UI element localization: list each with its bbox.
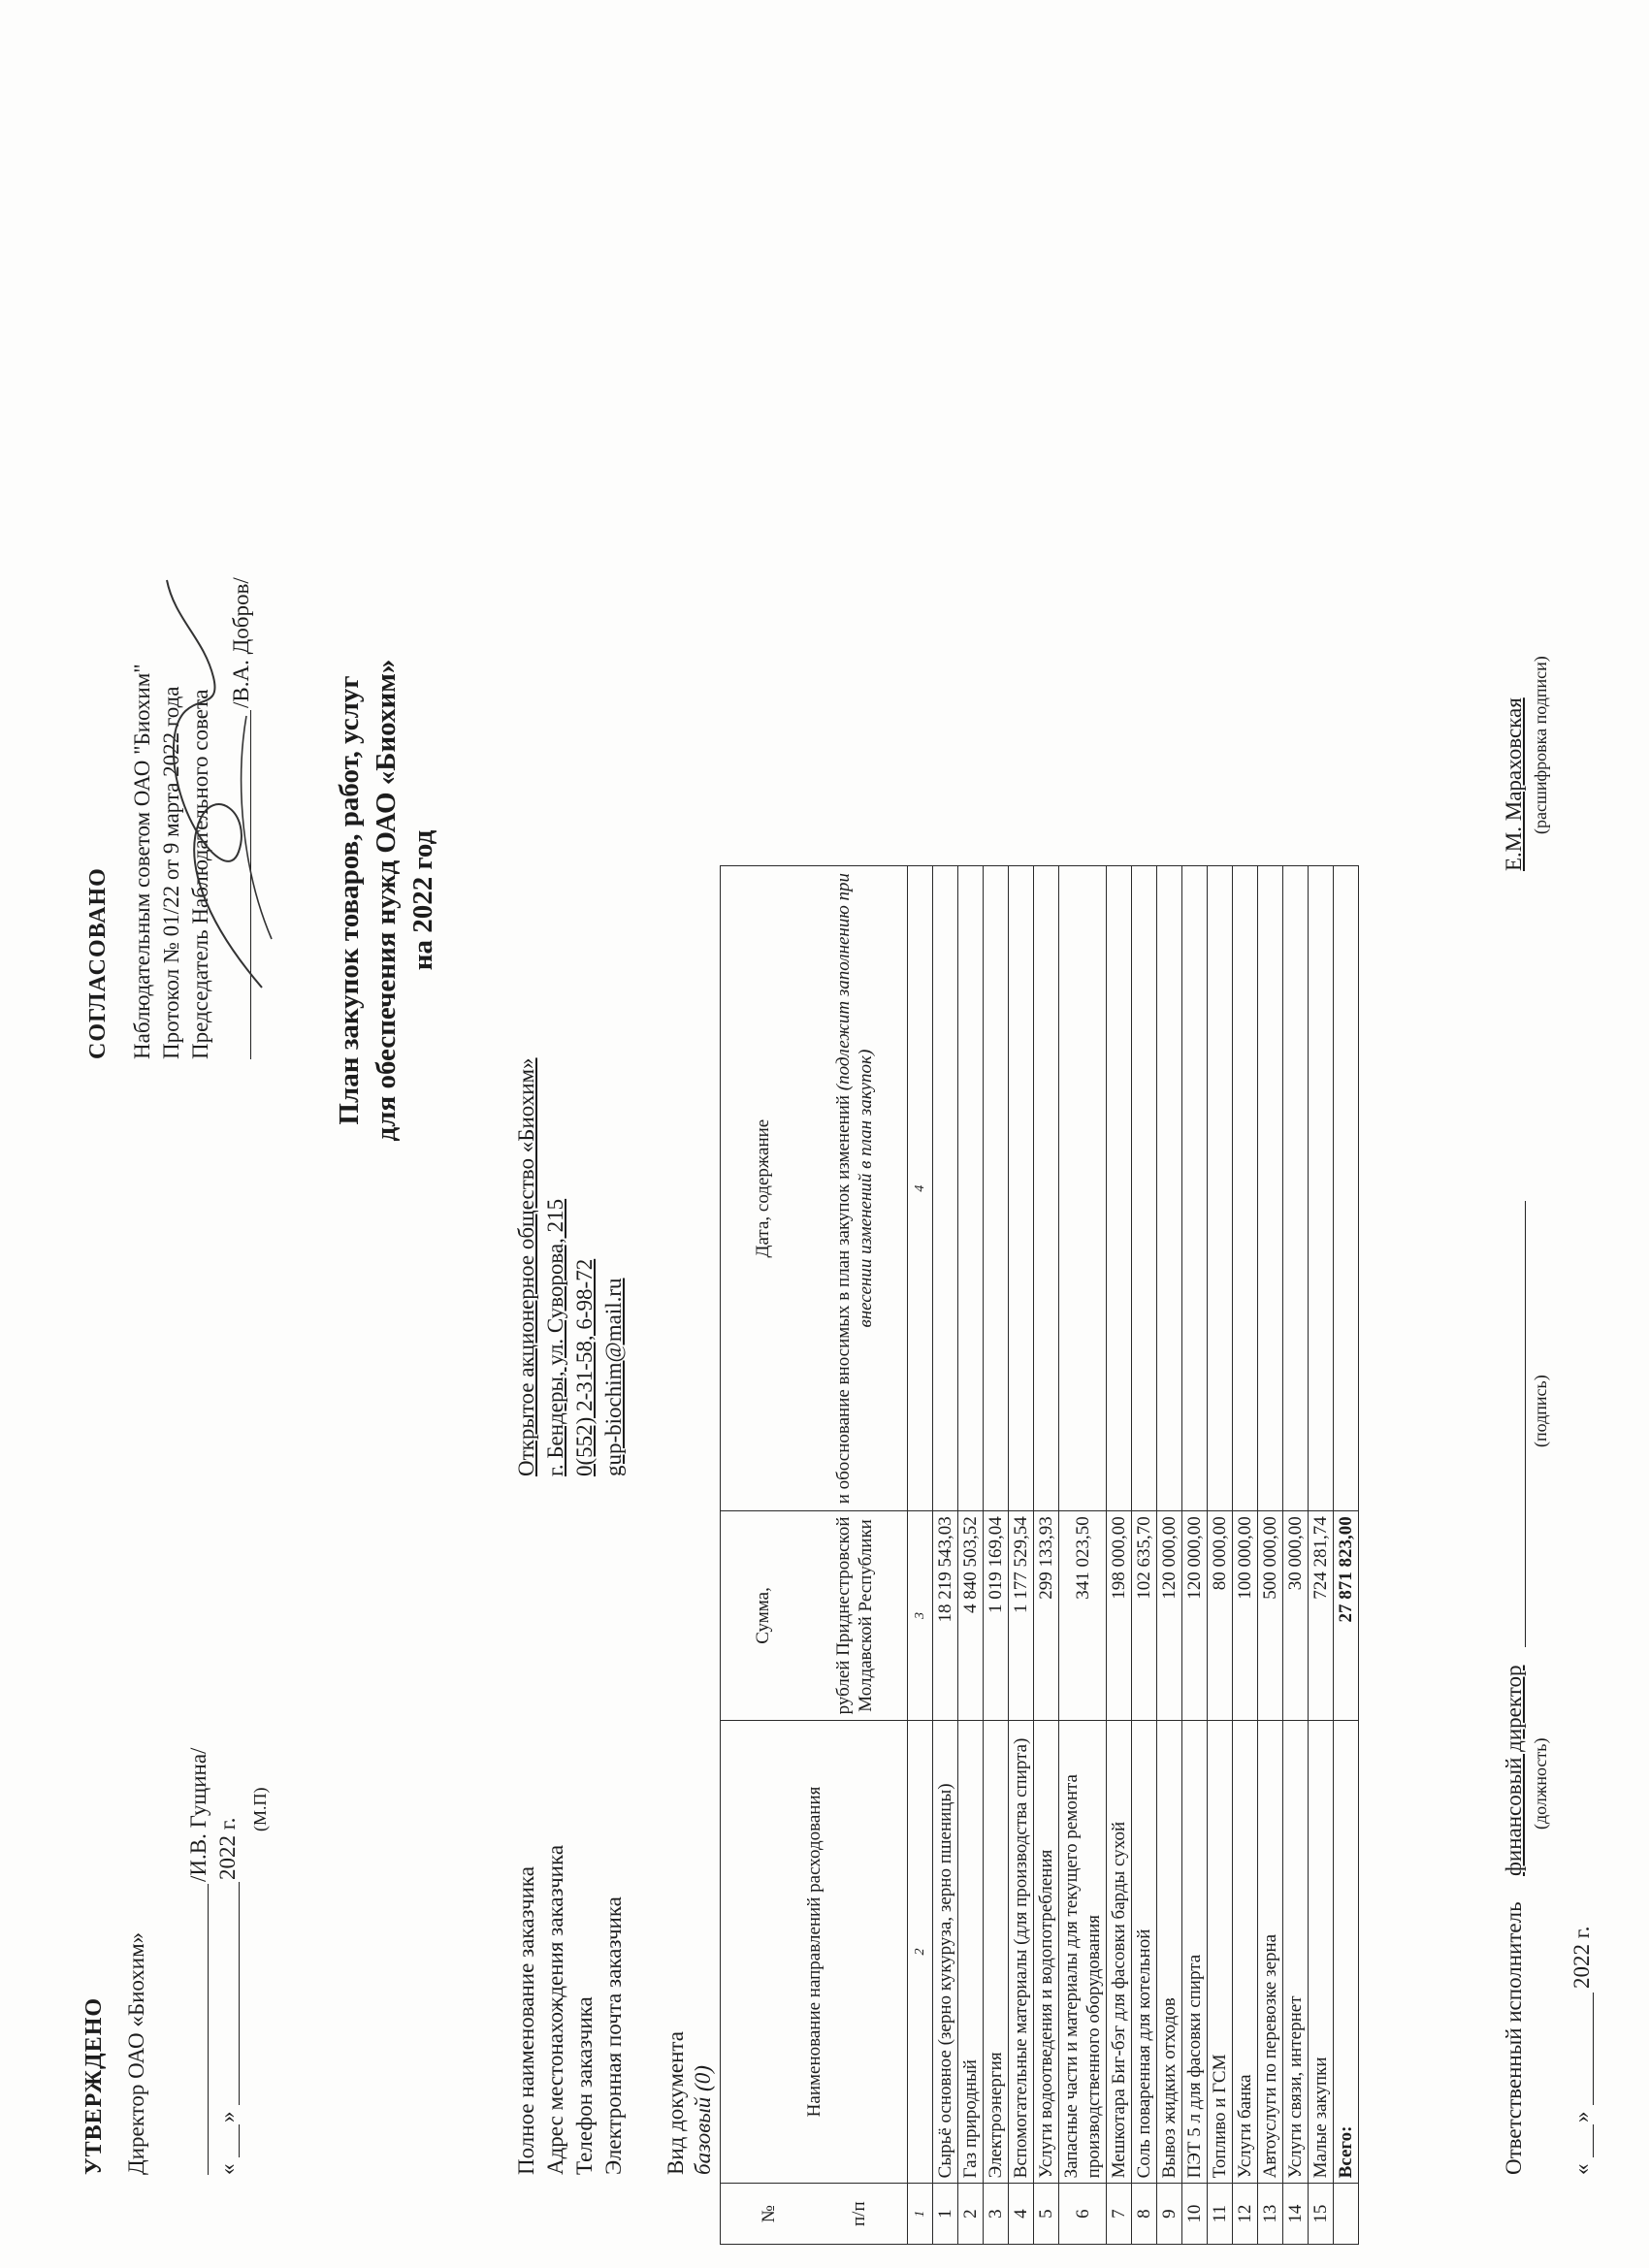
table-row	[984, 866, 1009, 2245]
table-row	[1182, 866, 1208, 2245]
table-row	[958, 866, 984, 2245]
total-row	[1334, 866, 1359, 2245]
table-row	[1258, 866, 1283, 2245]
approved-day-line	[239, 2124, 240, 2157]
row-number: 10	[1182, 2184, 1208, 2245]
plan-title-line2: для обеспечения нужд ОАО «Биохим»	[371, 659, 402, 1142]
row-number: 4	[1009, 2184, 1034, 2245]
row-name: Вспомогательные материалы (для производства спирта)	[1009, 1720, 1034, 2184]
table-row	[1132, 866, 1157, 2245]
customer-email-value: gup-biochim@mail.ru	[601, 1278, 626, 1476]
row-name: Электроэнергия	[984, 1720, 1009, 2184]
customer-phone-label: Телефон заказчика	[572, 1996, 597, 2175]
row-doc	[958, 866, 984, 1511]
row-sum: 1 019 169,04	[984, 1511, 1009, 1720]
row-doc	[984, 866, 1009, 1511]
total-label: Всего:	[1334, 1720, 1359, 2184]
row-name: Услуги связи, интернет	[1283, 1720, 1309, 2184]
handwritten-signature	[146, 561, 281, 1007]
table-row	[1059, 866, 1107, 2245]
row-number: 8	[1132, 2184, 1157, 2245]
row-name: Топливо и ГСМ	[1208, 1720, 1233, 2184]
approved-signer: /И.В. Гущина/	[186, 1747, 210, 1882]
row-sum: 198 000,00	[1107, 1511, 1132, 1720]
row-sum: 30 000,00	[1283, 1511, 1309, 1720]
row-doc	[1059, 866, 1107, 1511]
plan-title-line3: на 2022 год	[407, 829, 438, 971]
row-name: Автоуслуги по перевозке зерна	[1258, 1720, 1283, 2184]
agreed-line1: Наблюдательным советом ОАО "Биохим"	[130, 664, 154, 1059]
approved-date-open: «	[215, 2163, 240, 2175]
row-sum: 341 023,50	[1059, 1511, 1107, 1720]
row-doc	[933, 866, 958, 1511]
total-doc-cell	[1334, 866, 1359, 1511]
customer-name-label: Полное наименование заказчика	[514, 1866, 538, 2175]
row-name: ПЭТ 5 л для фасовки спирта	[1182, 1720, 1208, 2184]
executor-position: финансовый директор	[1502, 1665, 1526, 1876]
approved-position: Директор ОАО «Биохим»	[124, 1931, 148, 2175]
row-sum: 120 000,00	[1157, 1511, 1182, 1720]
row-number: 12	[1233, 2184, 1258, 2245]
row-doc	[1157, 866, 1182, 1511]
table-row	[1208, 866, 1233, 2245]
approved-signature-line	[208, 1884, 209, 2175]
row-doc	[1034, 866, 1059, 1511]
row-sum: 299 133,93	[1034, 1511, 1059, 1720]
column-number: 4	[908, 866, 933, 1511]
row-sum: 4 840 503,52	[958, 1511, 984, 1720]
header-name: Наименование направлений расходования	[721, 1720, 908, 2184]
executor-name: Е.М. Мараховская	[1502, 697, 1526, 871]
header-no-line1: №	[759, 2205, 779, 2223]
header-sum-line1: Сумма,	[752, 1587, 773, 1644]
row-sum: 18 219 543,03	[933, 1511, 958, 1720]
row-name: Мешкотара Биг-бэг для фасовки барды сухой	[1107, 1720, 1132, 2184]
row-name: Услуги банка	[1233, 1720, 1258, 2184]
customer-name-value: Открытое акционерное общество «Биохим»	[514, 1057, 538, 1476]
signature-caption: (подпись)	[1531, 1375, 1550, 1447]
row-number: 5	[1034, 2184, 1059, 2245]
name-caption: (расшифровка подписи)	[1531, 656, 1550, 834]
row-doc	[1258, 866, 1283, 1511]
table-header-row	[721, 866, 908, 2245]
row-number: 15	[1309, 2184, 1334, 2245]
row-number: 6	[1059, 2184, 1107, 2245]
row-sum: 102 635,70	[1132, 1511, 1157, 1720]
row-sum: 500 000,00	[1258, 1511, 1283, 1720]
header-doc-line2-wrap	[832, 871, 877, 1506]
agreed-heading: СОГЛАСОВАНО	[85, 867, 111, 1059]
table-row	[1233, 866, 1258, 2245]
row-doc	[1132, 866, 1157, 1511]
table-row	[1107, 866, 1132, 2245]
header-no-line2: п/п	[849, 2201, 869, 2226]
footer-date-mid: »	[1569, 2111, 1594, 2122]
row-doc	[1009, 866, 1034, 1511]
column-number: 2	[908, 1720, 933, 2184]
header-doc-line2: и обоснование вносимых в план закупок изменений	[832, 1094, 854, 1505]
row-number: 9	[1157, 2184, 1182, 2245]
row-name: Запасные части и материалы для текущего ремонта производственного оборудования	[1059, 1720, 1107, 2184]
row-sum: 80 000,00	[1208, 1511, 1233, 1720]
agreed-line2: Протокол № 01/22 от 9 марта 2022 года	[159, 686, 183, 1059]
row-name: Малые закупки	[1309, 1720, 1334, 2184]
row-number: 11	[1208, 2184, 1233, 2245]
executor-label: Ответственный исполнитель	[1502, 1901, 1526, 2175]
header-sum	[721, 1511, 908, 1720]
approved-month-line	[239, 1882, 240, 2105]
table-row	[1157, 866, 1182, 2245]
footer-month-line	[1593, 1993, 1594, 2105]
table-body	[933, 866, 1334, 2245]
footer-day-line	[1593, 2124, 1594, 2157]
total-sum: 27 871 823,00	[1334, 1511, 1359, 1720]
customer-address-label: Адрес местонахождения заказчика	[543, 1844, 567, 2175]
agreed-line3: Председатель Наблюдательного совета	[188, 689, 212, 1059]
row-name: Газ природный	[958, 1720, 984, 2184]
header-no	[721, 2184, 908, 2245]
customer-address-value: г. Бендеры, ул. Суворова, 215	[543, 1198, 567, 1476]
header-doc	[721, 866, 908, 1511]
table-row	[1009, 866, 1034, 2245]
row-sum: 1 177 529,54	[1009, 1511, 1034, 1720]
table-row	[1309, 866, 1334, 2245]
footer-year: 2022 г.	[1569, 1926, 1594, 1989]
header-doc-note: (подлежит заполнению при внесении изменений в план закупок)	[832, 872, 876, 1328]
position-caption: (должность)	[1531, 1737, 1550, 1830]
column-number: 1	[908, 2184, 933, 2245]
row-doc	[1182, 866, 1208, 1511]
customer-phone-value: 0(552) 2-31-58, 6-98-72	[572, 1258, 597, 1476]
row-name: Сырьё основное (зерно кукуруза, зерно пшеницы)	[933, 1720, 958, 2184]
agreed-signer: /В.А. Добров/	[229, 577, 253, 708]
executor-signature-line	[1525, 1201, 1526, 1647]
row-sum: 120 000,00	[1182, 1511, 1208, 1720]
row-doc	[1283, 866, 1309, 1511]
row-doc	[1233, 866, 1258, 1511]
approved-heading: УТВЕРЖДЕНО	[81, 1996, 107, 2175]
table-row	[1034, 866, 1059, 2245]
plan-title-line1: План закупок товаров, работ, услуг	[334, 675, 365, 1125]
total-no-cell	[1334, 2184, 1359, 2245]
column-number-row	[908, 866, 933, 2245]
header-doc-line1: Дата, содержание	[752, 1118, 773, 1258]
row-number: 2	[958, 2184, 984, 2245]
row-doc	[1208, 866, 1233, 1511]
customer-email-label: Электронная почта заказчика	[601, 1896, 626, 2175]
row-doc	[1309, 866, 1334, 1511]
approved-year: 2022 г.	[215, 1817, 240, 1880]
footer-date-open: «	[1569, 2163, 1594, 2175]
table-row	[933, 866, 958, 2245]
row-number: 1	[933, 2184, 958, 2245]
approved-seal: (М.П)	[250, 1787, 270, 1831]
row-number: 14	[1283, 2184, 1309, 2245]
approved-date-mid: »	[215, 2111, 240, 2122]
column-number: 3	[908, 1511, 933, 1720]
header-sum-line2: рублей Приднестровской Молдавской Республики	[832, 1516, 876, 1715]
row-name: Вывоз жидких отходов	[1157, 1720, 1182, 2184]
row-number: 7	[1107, 2184, 1132, 2245]
row-sum: 724 281,74	[1309, 1511, 1334, 1720]
doc-type-value: базовый (0)	[691, 2065, 715, 2175]
row-sum: 100 000,00	[1233, 1511, 1258, 1720]
procurement-plan-table	[720, 865, 1359, 2245]
table-row	[1283, 866, 1309, 2245]
row-name: Соль поваренная для котельной	[1132, 1720, 1157, 2184]
doc-type-label: Вид документа	[663, 2031, 688, 2175]
row-doc	[1107, 866, 1132, 1511]
row-name: Услуги водоотведения и водопотребления	[1034, 1720, 1059, 2184]
row-number: 3	[984, 2184, 1009, 2245]
row-number: 13	[1258, 2184, 1283, 2245]
